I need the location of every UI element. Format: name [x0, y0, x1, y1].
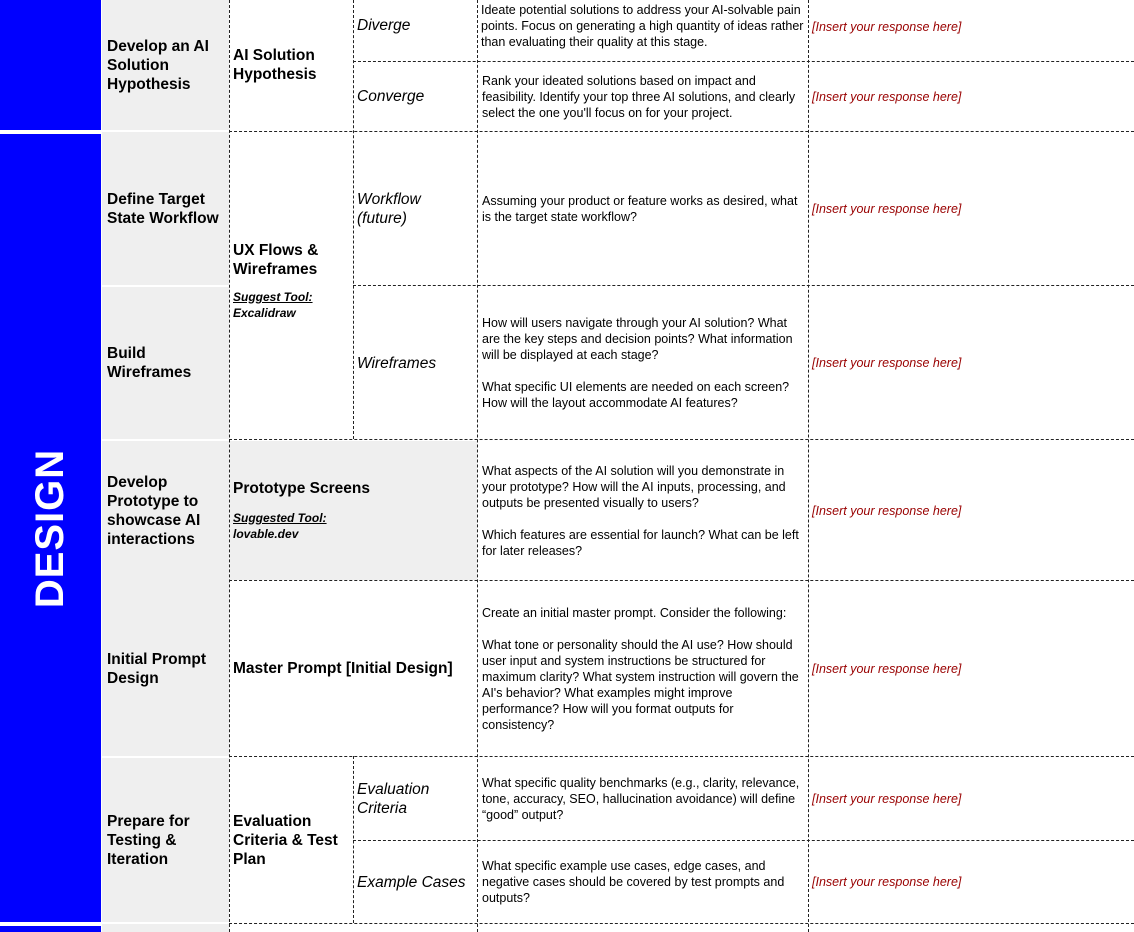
question-text: What specific example use cases, edge cases, and negative cases should be covered by test prompts and outputs?: [482, 859, 785, 905]
tool-label: Suggest Tool:: [233, 290, 313, 304]
suggested-tool: [233, 510, 473, 542]
question-text: [482, 463, 804, 559]
sub-diverge: [353, 0, 477, 61]
question-prototype: [478, 441, 808, 580]
deliverable-ux: [229, 241, 353, 321]
deliverable-label: Evaluation Criteria & Test Plan: [233, 813, 338, 868]
question-paragraph: Create an initial master prompt. Consider the following:: [482, 605, 787, 620]
previous-section-band: [0, 0, 101, 130]
step-testing: [103, 758, 227, 923]
question-text: Assuming your product or feature works as desired, what is the target state workflow?: [482, 193, 798, 224]
row-divider: [353, 285, 1134, 286]
step-wireframes: [103, 287, 227, 439]
question-text: [482, 605, 804, 733]
step-target-workflow: [103, 132, 227, 285]
response-prompt[interactable]: [808, 581, 1134, 756]
deliverable-label: UX Flows & Wireframes: [233, 242, 319, 278]
deliverable-label: Prototype Screens: [233, 480, 370, 497]
question-paragraph: What tone or personality should the AI use? How should user input and system instructions be structured for maximum clarity? What system instruction will govern the AI's behavior? What examples might improve performance? How will you format outputs for consistency?: [482, 637, 799, 732]
step-prototype: [103, 441, 227, 580]
question-prompt: [478, 581, 808, 756]
step-label: Prepare for Testing & Iteration: [107, 813, 190, 868]
question-evaluation-criteria: [478, 757, 808, 840]
step-label: Develop Prototype to showcase AI interactions: [107, 473, 201, 548]
suggested-tool: [233, 289, 349, 321]
question-text: Rank your ideated solutions based on impact and feasibility. Identify your top three AI solutions, and clearly select the one you'll focus on for your project.: [482, 73, 796, 120]
question-diverge: [478, 2, 808, 50]
tool-label: Suggested Tool:: [233, 511, 327, 525]
response-placeholder[interactable]: [Insert your response here]: [812, 356, 962, 370]
deliverable-hypothesis: [229, 0, 353, 130]
question-example-cases: [478, 841, 808, 923]
sub-converge: [353, 62, 477, 131]
response-evaluation-criteria[interactable]: [808, 757, 1134, 840]
response-wireframes[interactable]: [808, 287, 1134, 439]
step-label: Develop an AI Solution Hypothesis: [107, 37, 209, 93]
sub-wireframes: [353, 287, 477, 439]
response-workflow[interactable]: [808, 132, 1134, 285]
sub-label: Evaluation Criteria: [357, 780, 430, 817]
step-label: Define Target State Workflow: [107, 190, 219, 227]
deliverable-prompt: [229, 581, 477, 756]
response-placeholder[interactable]: [Insert your response here]: [812, 89, 962, 104]
response-placeholder[interactable]: [Insert your response here]: [812, 19, 962, 34]
response-example-cases[interactable]: [808, 841, 1134, 923]
response-placeholder[interactable]: [Insert your response here]: [812, 201, 962, 216]
question-text: [482, 315, 804, 411]
sub-example-cases: [353, 841, 477, 923]
row-divider: [229, 439, 1134, 440]
step-hypothesis: [103, 0, 227, 130]
response-prototype[interactable]: [808, 441, 1134, 580]
deliverable-prototype: [229, 441, 477, 580]
response-placeholder[interactable]: [Insert your response here]: [812, 661, 962, 676]
question-paragraph: Which features are essential for launch? What can be left for later releases?: [482, 527, 799, 558]
step-label: Initial Prompt Design: [107, 650, 207, 687]
step-label: Build Wireframes: [107, 345, 192, 381]
question-paragraph: What aspects of the AI solution will you demonstrate in your prototype? How will the AI inputs, processing, and outputs be presented visually to users?: [482, 463, 786, 510]
question-text: Ideate potential solutions to address your AI-solvable pain points. Focus on generating a high quantity of ideas rather than evaluating their quality at this stage.: [481, 3, 804, 49]
sub-label: Converge: [357, 88, 425, 105]
deliverable-label: AI Solution Hypothesis: [233, 47, 317, 83]
tool-name: lovable.dev: [233, 527, 299, 541]
response-placeholder[interactable]: [Insert your response here]: [812, 503, 962, 518]
response-converge[interactable]: [808, 62, 1134, 131]
deliverable-testing: [229, 758, 353, 923]
step-cell: [102, 924, 229, 932]
question-converge: [478, 62, 808, 131]
question-paragraph: How will users navigate through your AI solution? What are the key steps and decision points? What information will be displayed at each stage?: [482, 316, 793, 362]
sub-evaluation-criteria: [353, 757, 477, 840]
sub-label: Example Cases: [357, 873, 466, 891]
question-paragraph: What specific UI elements are needed on each screen? How will the layout accommodate AI features?: [482, 380, 790, 410]
step-prompt: [103, 581, 227, 756]
response-placeholder[interactable]: [Insert your response here]: [812, 875, 962, 889]
question-wireframes: [478, 287, 808, 439]
row-divider: [229, 923, 1134, 924]
question-text: What specific quality benchmarks (e.g., clarity, relevance, tone, accuracy, SEO, hallucination avoidance) will define “good” output?: [482, 775, 800, 822]
tool-name: Excalidraw: [233, 306, 296, 320]
next-section-band: [0, 926, 101, 932]
response-diverge[interactable]: [808, 0, 1134, 53]
deliverable-label: Master Prompt [Initial Design]: [233, 660, 453, 677]
response-placeholder[interactable]: [Insert your response here]: [812, 791, 962, 806]
sub-label: Wireframes: [357, 354, 437, 372]
sub-label: Diverge: [357, 17, 411, 34]
section-title: DESIGN: [28, 448, 73, 608]
sub-workflow: [353, 132, 477, 285]
question-workflow: [478, 132, 808, 285]
sub-label: Workflow (future): [357, 190, 421, 227]
